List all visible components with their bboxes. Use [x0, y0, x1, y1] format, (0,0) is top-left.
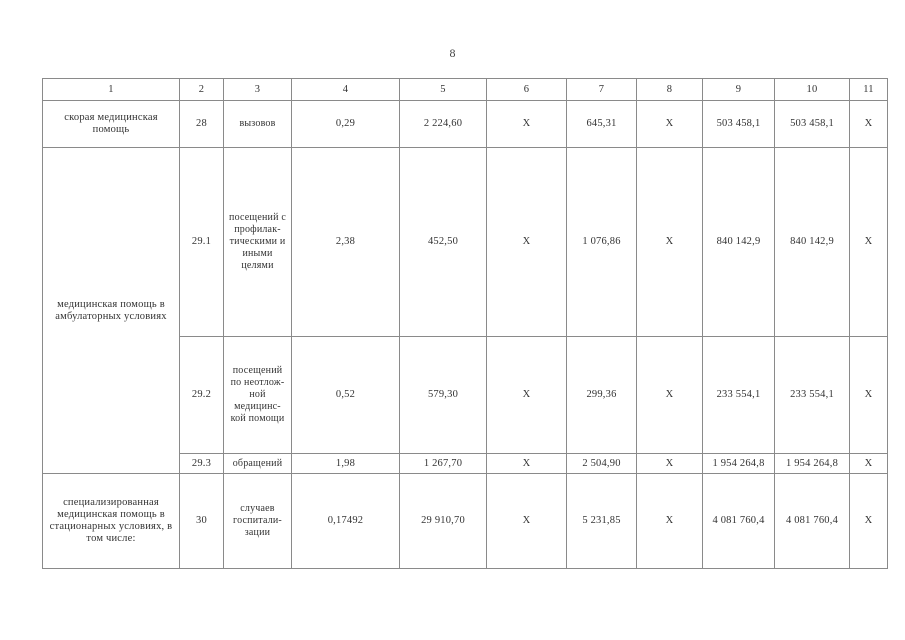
row-code: 28: [180, 101, 224, 148]
cell: 840 142,9: [703, 148, 775, 337]
cell: 29 910,70: [400, 474, 487, 569]
cell: 0,17492: [292, 474, 400, 569]
row-code: 30: [180, 474, 224, 569]
cell: X: [850, 474, 888, 569]
cell: 0,29: [292, 101, 400, 148]
cell: 2 504,90: [567, 454, 637, 474]
header-cell: 10: [775, 79, 850, 101]
cell: 1 267,70: [400, 454, 487, 474]
header-cell: 9: [703, 79, 775, 101]
row-name: медицинская помощь в амбулаторных условиях: [43, 148, 180, 474]
cell: 4 081 760,4: [775, 474, 850, 569]
cell: 1 076,86: [567, 148, 637, 337]
cell: X: [850, 101, 888, 148]
row-unit: обращений: [224, 454, 292, 474]
cell: X: [487, 454, 567, 474]
header-cell: 1: [43, 79, 180, 101]
header-cell: 5: [400, 79, 487, 101]
header-row: [43, 79, 888, 101]
table-row: [43, 474, 888, 569]
cell: X: [487, 474, 567, 569]
cell: X: [637, 101, 703, 148]
table-row: [43, 148, 888, 337]
cell: X: [850, 148, 888, 337]
cell: 1 954 264,8: [703, 454, 775, 474]
row-unit: вызовов: [224, 101, 292, 148]
cell: 233 554,1: [703, 337, 775, 454]
cell: X: [637, 454, 703, 474]
cell: X: [637, 148, 703, 337]
cell: 299,36: [567, 337, 637, 454]
row-code: 29.2: [180, 337, 224, 454]
cell: 503 458,1: [703, 101, 775, 148]
data-table: [42, 78, 888, 569]
row-name: специализированная медицинская помощь в стационарных условиях, в том числе:: [43, 474, 180, 569]
cell: 5 231,85: [567, 474, 637, 569]
header-cell: 11: [850, 79, 888, 101]
cell: 645,31: [567, 101, 637, 148]
cell: 840 142,9: [775, 148, 850, 337]
row-unit: посещений с профилак-тическими и иными целями: [224, 148, 292, 337]
row-name: скорая медицинская помощь: [43, 101, 180, 148]
cell: 2 224,60: [400, 101, 487, 148]
header-cell: 7: [567, 79, 637, 101]
cell: 503 458,1: [775, 101, 850, 148]
header-cell: 4: [292, 79, 400, 101]
cell: 0,52: [292, 337, 400, 454]
cell: 452,50: [400, 148, 487, 337]
header-cell: 2: [180, 79, 224, 101]
cell: 233 554,1: [775, 337, 850, 454]
cell: 4 081 760,4: [703, 474, 775, 569]
cell: 1 954 264,8: [775, 454, 850, 474]
header-cell: 6: [487, 79, 567, 101]
cell: 579,30: [400, 337, 487, 454]
page-number: 8: [449, 46, 456, 60]
cell: X: [850, 454, 888, 474]
cell: 1,98: [292, 454, 400, 474]
cell: X: [487, 337, 567, 454]
row-unit: случаев госпитали-зации: [224, 474, 292, 569]
cell: 2,38: [292, 148, 400, 337]
cell: X: [637, 337, 703, 454]
row-code: 29.1: [180, 148, 224, 337]
cell: X: [487, 101, 567, 148]
header-cell: 8: [637, 79, 703, 101]
cell: X: [637, 474, 703, 569]
cell: X: [850, 337, 888, 454]
cell: X: [487, 148, 567, 337]
row-code: 29.3: [180, 454, 224, 474]
row-unit: посещений по неотлож-ной медицинс-кой помощи: [224, 337, 292, 454]
table-row: [43, 101, 888, 148]
header-cell: 3: [224, 79, 292, 101]
